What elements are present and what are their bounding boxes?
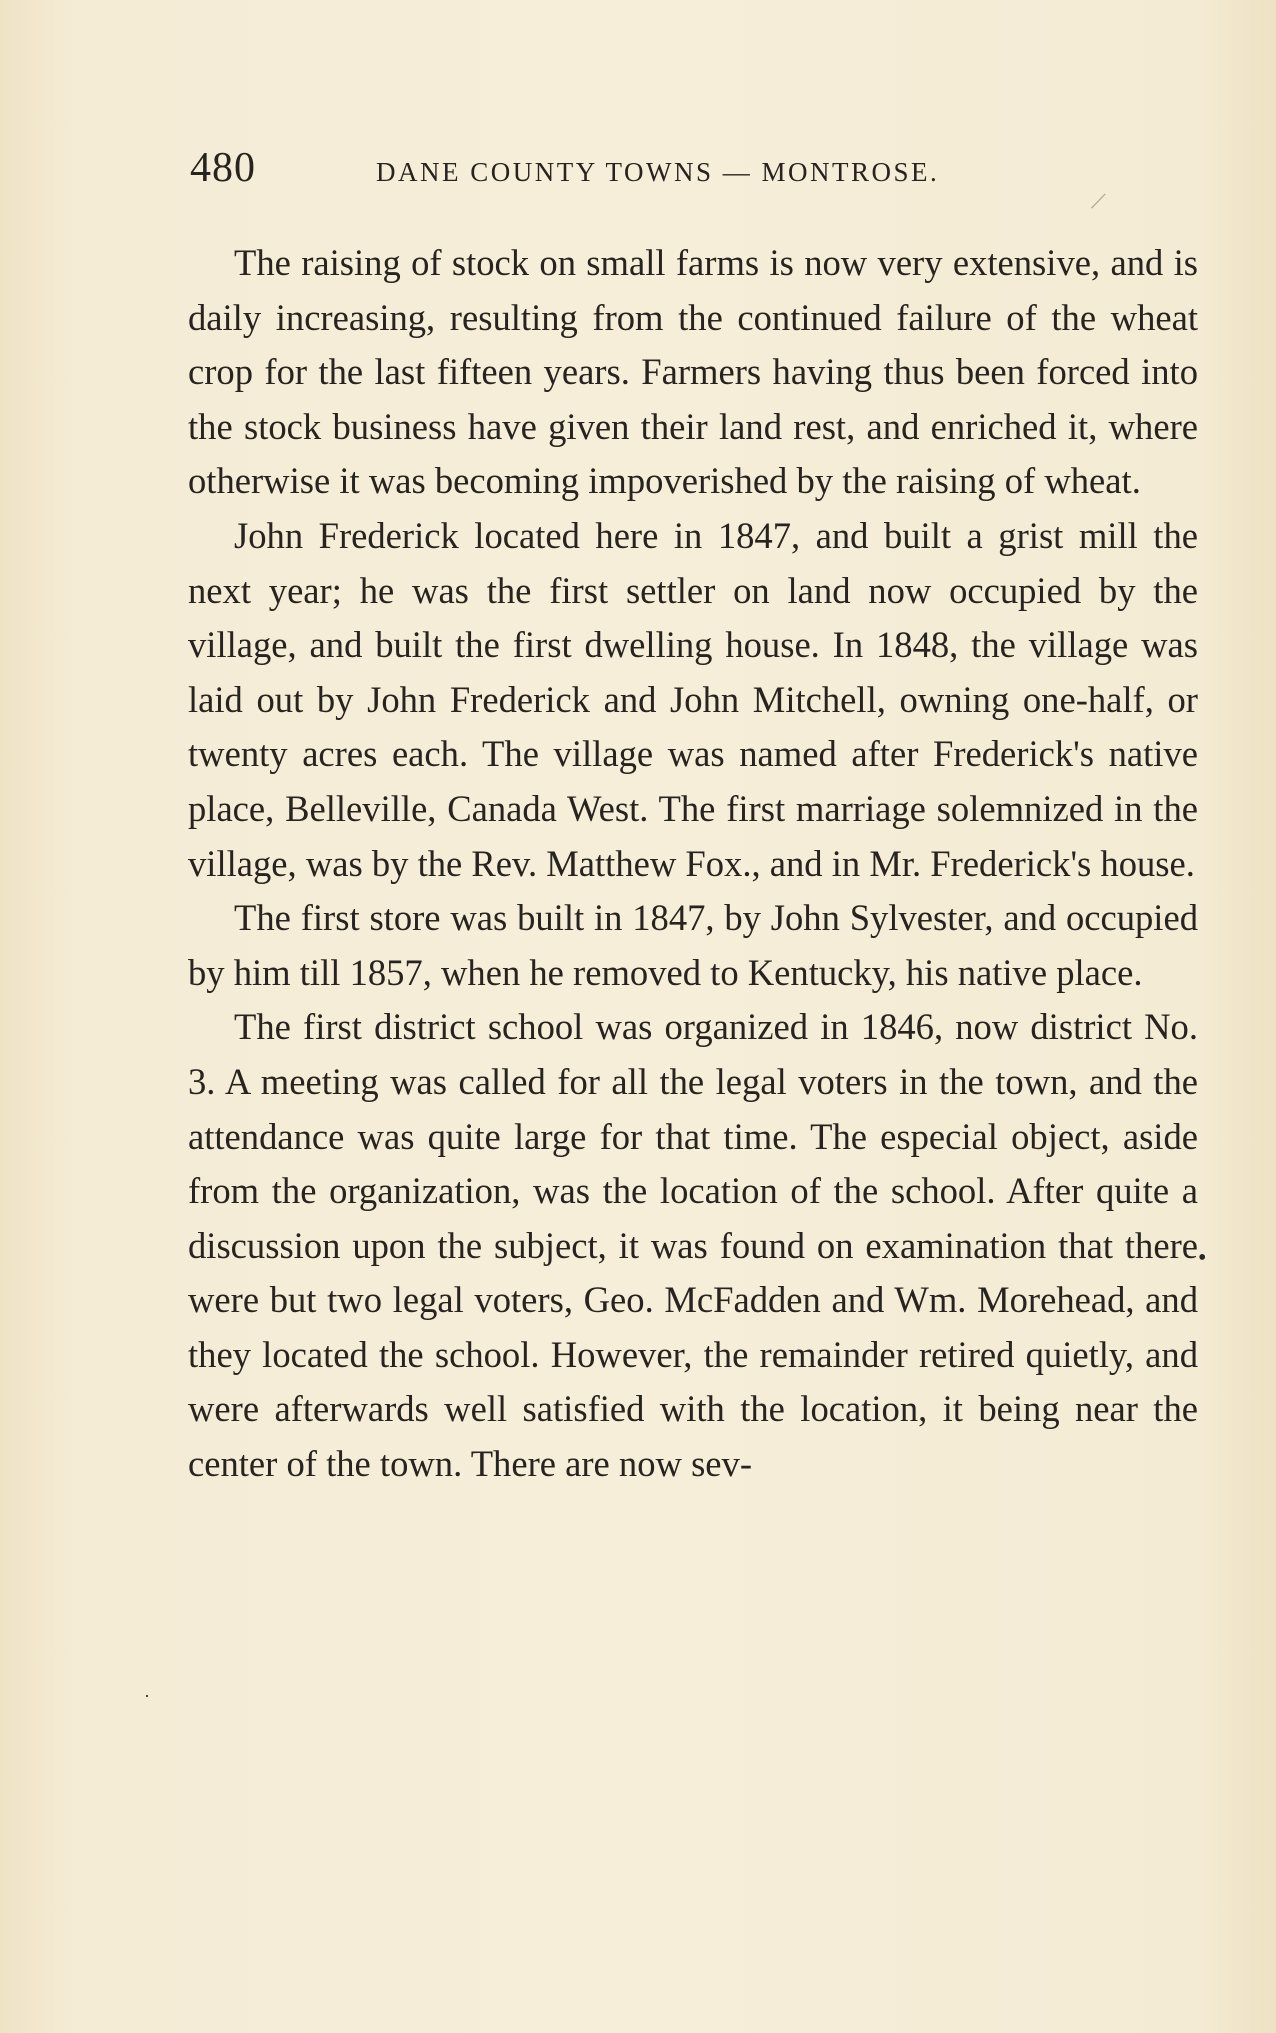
body-text xyxy=(188,236,1198,1492)
ink-dot: • xyxy=(1198,1245,1207,1271)
paragraph: The raising of stock on small farms is now very extensive, and is daily increasing, resulting from the continued failure of the wheat crop for the last fifteen years. Farmers having thus been forced into the stock business have given their land rest, and enriched it, where otherwise it was becoming impoverished by the raising of wheat. xyxy=(188,242,1198,502)
page-header xyxy=(190,144,1190,194)
ink-dot: · xyxy=(144,1686,150,1706)
paragraph: The first district school was organized in 1846, now district No. 3. A meeting was called for all the legal voters in the town, and the attendance was quite large for that time. The especial object, aside from the organization, was the location of the school. After quite a discussion upon the subject, it was found on examination that there were but two legal voters, Geo. McFadden and Wm. Morehead, and they located the school. However, the remainder retired quietly, and were afterwards well satisfied with the location, it being near the center of the town. There are now sev- xyxy=(188,1006,1198,1485)
running-head: DANE COUNTY TOWNS — MONTROSE. xyxy=(376,157,940,187)
paragraph: The first store was built in 1847, by John Sylvester, and occupied by him till 1857, when he removed to Kentucky, his native place. xyxy=(188,897,1198,993)
page-number: 480 xyxy=(190,145,256,191)
paragraph: John Frederick located here in 1847, and built a grist mill the next year; he was the first settler on land now occupied by the village, and built the first dwelling house. In 1848, the village was laid out by John Frederick and John Mitchell, owning one-half, or twenty acres each. The village was named after Frederick's native place, Belleville, Canada West. The first marriage solemnized in the village, was by the Rev. Matthew Fox., and in Mr. Frederick's house. xyxy=(188,514,1198,884)
paper-mark: / xyxy=(1088,185,1109,218)
